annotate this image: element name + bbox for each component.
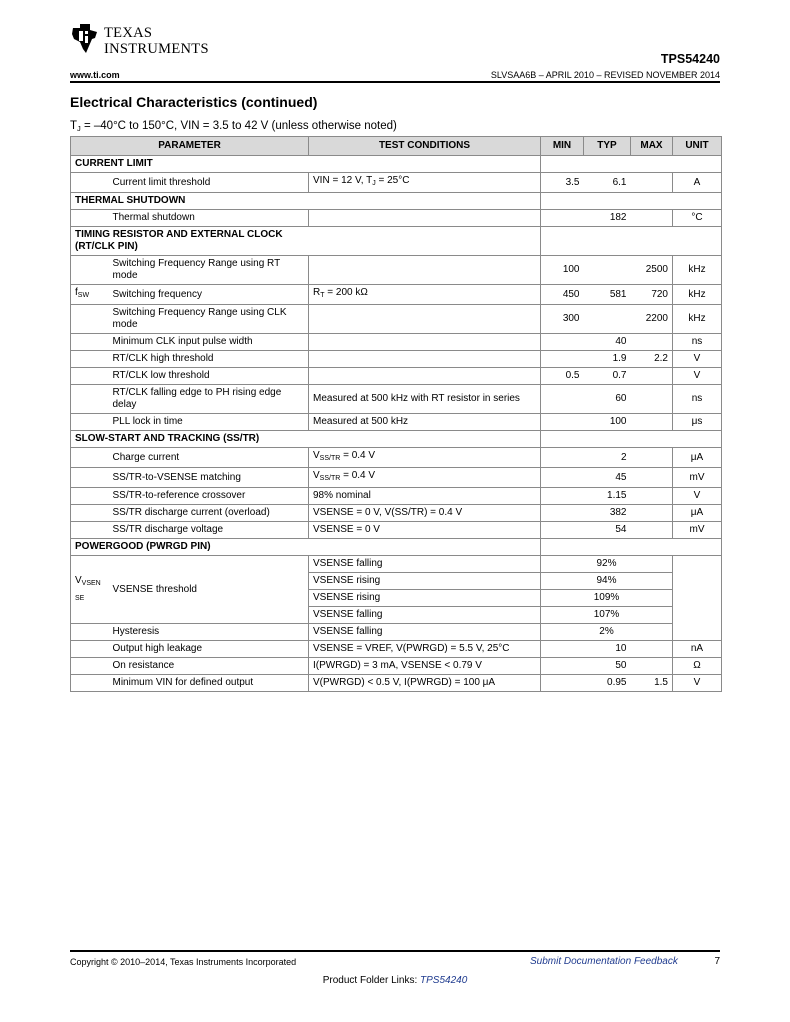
min-cell <box>541 522 584 539</box>
condition-cell: Measured at 500 kHz with RT resistor in series <box>309 385 541 414</box>
section-filler <box>541 227 722 256</box>
min-cell <box>541 675 584 692</box>
document-id: SLVSAA6B – APRIL 2010 – REVISED NOVEMBER 2014 <box>490 70 720 80</box>
typ-cell <box>584 256 631 285</box>
typ-cell: 54 <box>584 522 631 539</box>
typ-cell: 0.95 <box>584 675 631 692</box>
param-cell: Switching frequency <box>109 285 309 305</box>
condition-cell <box>309 334 541 351</box>
min-cell <box>541 658 584 675</box>
table-row <box>71 675 722 692</box>
symbol-sub: SW <box>77 292 90 299</box>
min-cell <box>541 334 584 351</box>
section-soft-start: SLOW-START AND TRACKING (SS/TR) <box>71 431 541 448</box>
footer-divider <box>70 950 720 952</box>
folder-label: Product Folder Links: <box>322 975 420 986</box>
table-row <box>71 385 722 414</box>
param-cell: Minimum VIN for defined output <box>109 675 309 692</box>
cond-sub: J <box>372 180 376 187</box>
header-max: MAX <box>631 137 673 156</box>
table-row <box>71 522 722 539</box>
unit-cell <box>673 556 722 641</box>
unit-cell: ns <box>673 334 722 351</box>
section-row <box>71 431 722 448</box>
param-cell: Hysteresis <box>109 624 309 641</box>
section-powergood: POWERGOOD (PWRGD PIN) <box>71 539 541 556</box>
section-row <box>71 227 722 256</box>
min-cell <box>541 385 584 414</box>
section-thermal: THERMAL SHUTDOWN <box>71 193 541 210</box>
table-row <box>71 173 722 193</box>
logo-text-top: TEXAS <box>104 25 153 41</box>
conditions-note <box>70 120 397 133</box>
product-folder-links <box>0 975 790 986</box>
param-cell: Minimum CLK input pulse width <box>109 334 309 351</box>
section-row <box>71 193 722 210</box>
max-cell <box>631 414 673 431</box>
max-cell <box>631 641 673 658</box>
condition-cell <box>309 256 541 285</box>
param-cell: Output high leakage <box>109 641 309 658</box>
param-cell: VSENSE threshold <box>109 556 309 624</box>
table-row <box>71 641 722 658</box>
unit-cell: kHz <box>673 305 722 334</box>
condition-cell <box>309 285 541 305</box>
max-cell <box>631 448 673 468</box>
table-row <box>71 334 722 351</box>
section-filler <box>541 156 722 173</box>
condition-cell: VSENSE falling <box>309 556 541 573</box>
typ-cell: 92% <box>541 556 673 573</box>
ti-logo <box>70 22 210 58</box>
typ-cell: 50 <box>584 658 631 675</box>
typ-cell: 2% <box>541 624 673 641</box>
cond-sub: T <box>320 292 325 299</box>
unit-cell: °C <box>673 210 722 227</box>
param-cell: Current limit threshold <box>109 173 309 193</box>
unit-cell: nA <box>673 641 722 658</box>
condition-cell <box>309 305 541 334</box>
param-cell: Switching Frequency Range using RT mode <box>109 256 309 285</box>
table-header-row <box>71 137 722 156</box>
min-cell: 450 <box>541 285 584 305</box>
part-number: TPS54240 <box>660 52 720 66</box>
condition-cell: V(PWRGD) < 0.5 V, I(PWRGD) = 100 μA <box>309 675 541 692</box>
condition-cell <box>309 173 541 193</box>
unit-cell: μs <box>673 414 722 431</box>
max-cell <box>631 334 673 351</box>
param-cell: SS/TR discharge voltage <box>109 522 309 539</box>
max-cell <box>631 488 673 505</box>
table-row <box>71 368 722 385</box>
min-cell <box>541 414 584 431</box>
header-unit: UNIT <box>673 137 722 156</box>
typ-cell: 6.1 <box>584 173 631 193</box>
max-cell: 720 <box>631 285 673 305</box>
min-cell: 300 <box>541 305 584 334</box>
section-row <box>71 156 722 173</box>
submit-feedback-link[interactable]: Submit Documentation Feedback <box>530 956 678 967</box>
cond-text: = 0.4 V <box>340 470 376 481</box>
unit-cell: mV <box>673 522 722 539</box>
typ-cell: 382 <box>584 505 631 522</box>
param-cell: Switching Frequency Range using CLK mode <box>109 305 309 334</box>
table-row <box>71 414 722 431</box>
table-row <box>71 448 722 468</box>
product-folder-link[interactable]: TPS54240 <box>420 975 468 986</box>
website-link[interactable]: www.ti.com <box>70 70 120 80</box>
typ-cell: 45 <box>584 468 631 488</box>
max-cell: 1.5 <box>631 675 673 692</box>
header-min: MIN <box>541 137 584 156</box>
unit-cell: mV <box>673 468 722 488</box>
unit-cell: V <box>673 675 722 692</box>
unit-cell: A <box>673 173 722 193</box>
condition-cell: 98% nominal <box>309 488 541 505</box>
condition-cell: I(PWRGD) = 3 mA, VSENSE < 0.79 V <box>309 658 541 675</box>
condition-cell <box>309 210 541 227</box>
cond-text: VIN = 12 V, T <box>313 175 373 186</box>
typ-cell: 60 <box>584 385 631 414</box>
cond-sub: SS/TR <box>319 475 341 482</box>
section-current-limit: CURRENT LIMIT <box>71 156 541 173</box>
table-row <box>71 210 722 227</box>
table-row <box>71 468 722 488</box>
unit-cell: kHz <box>673 256 722 285</box>
logo-text-bottom: INSTRUMENTS <box>104 41 209 57</box>
max-cell <box>631 522 673 539</box>
max-cell <box>631 368 673 385</box>
param-cell: RT/CLK low threshold <box>109 368 309 385</box>
param-cell: RT/CLK falling edge to PH rising edge delay <box>109 385 309 414</box>
section-filler <box>541 193 722 210</box>
cond-sub: SS/TR <box>319 455 341 462</box>
max-cell <box>631 385 673 414</box>
max-cell <box>631 210 673 227</box>
unit-cell: Ω <box>673 658 722 675</box>
section-row <box>71 539 722 556</box>
symbol-text: V <box>75 574 82 586</box>
section-title: Electrical Characteristics (continued) <box>70 94 318 110</box>
section-timing: TIMING RESISTOR AND EXTERNAL CLOCK (RT/CLK PIN) <box>71 227 541 256</box>
min-cell <box>541 488 584 505</box>
cond-text: = 0.4 V <box>340 450 376 461</box>
header-typ: TYP <box>584 137 631 156</box>
min-cell <box>541 210 584 227</box>
unit-cell: kHz <box>673 285 722 305</box>
condition-cell: Measured at 500 kHz <box>309 414 541 431</box>
condition-cell: VSENSE falling <box>309 607 541 624</box>
symbol-cell <box>71 556 109 624</box>
typ-cell: 40 <box>584 334 631 351</box>
max-cell: 2.2 <box>631 351 673 368</box>
copyright: Copyright © 2010–2014, Texas Instruments Incorporated <box>70 957 297 967</box>
table-row <box>71 556 722 573</box>
typ-cell: 100 <box>584 414 631 431</box>
param-cell: Charge current <box>109 448 309 468</box>
table-row <box>71 505 722 522</box>
table-row <box>71 624 722 641</box>
condition-cell: VSENSE falling <box>309 624 541 641</box>
cond-text: = 200 kΩ <box>324 287 368 298</box>
max-cell <box>631 173 673 193</box>
typ-cell: 94% <box>541 573 673 590</box>
unit-cell: μA <box>673 505 722 522</box>
table-row <box>71 351 722 368</box>
typ-cell <box>584 305 631 334</box>
conditions-suffix: = –40°C to 150°C, VIN = 3.5 to 42 V (unless otherwise noted) <box>80 120 397 132</box>
max-cell: 2200 <box>631 305 673 334</box>
min-cell <box>541 448 584 468</box>
max-cell: 2500 <box>631 256 673 285</box>
unit-cell: ns <box>673 385 722 414</box>
typ-cell: 182 <box>584 210 631 227</box>
param-cell: On resistance <box>109 658 309 675</box>
header-parameter: PARAMETER <box>71 137 309 156</box>
min-cell <box>541 351 584 368</box>
symbol-cell <box>71 285 109 305</box>
max-cell <box>631 658 673 675</box>
electrical-characteristics-table <box>70 136 722 692</box>
min-cell <box>541 641 584 658</box>
unit-cell: V <box>673 488 722 505</box>
ti-state-icon <box>70 22 100 54</box>
max-cell <box>631 468 673 488</box>
section-filler <box>541 431 722 448</box>
conditions-sub: J <box>77 124 81 133</box>
cond-text: V <box>313 450 320 461</box>
condition-cell <box>309 368 541 385</box>
symbol-text: f <box>75 287 78 298</box>
header-divider <box>70 81 720 83</box>
section-filler <box>541 539 722 556</box>
cond-text: = 25°C <box>375 175 410 186</box>
typ-cell: 109% <box>541 590 673 607</box>
condition-cell <box>309 448 541 468</box>
typ-cell: 1.15 <box>584 488 631 505</box>
table-row <box>71 488 722 505</box>
condition-cell: VSENSE = VREF, V(PWRGD) = 5.5 V, 25°C <box>309 641 541 658</box>
condition-cell: VSENSE = 0 V, V(SS/TR) = 0.4 V <box>309 505 541 522</box>
condition-cell <box>309 351 541 368</box>
param-cell: SS/TR discharge current (overload) <box>109 505 309 522</box>
typ-cell: 1.9 <box>584 351 631 368</box>
typ-cell: 10 <box>584 641 631 658</box>
min-cell: 0.5 <box>541 368 584 385</box>
min-cell <box>541 468 584 488</box>
typ-cell: 0.7 <box>584 368 631 385</box>
condition-cell: VSENSE rising <box>309 573 541 590</box>
table-row <box>71 305 722 334</box>
max-cell <box>631 505 673 522</box>
param-cell: RT/CLK high threshold <box>109 351 309 368</box>
header-test-conditions: TEST CONDITIONS <box>309 137 541 156</box>
symbol-sub: VSENSE <box>75 579 101 602</box>
conditions-prefix: T <box>70 120 78 132</box>
page-number: 7 <box>714 956 720 967</box>
param-cell: SS/TR-to-VSENSE matching <box>109 468 309 488</box>
condition-cell <box>309 468 541 488</box>
param-cell: PLL lock in time <box>109 414 309 431</box>
min-cell: 3.5 <box>541 173 584 193</box>
param-cell: SS/TR-to-reference crossover <box>109 488 309 505</box>
unit-cell: μA <box>673 448 722 468</box>
unit-cell: V <box>673 351 722 368</box>
param-cell: Thermal shutdown <box>109 210 309 227</box>
typ-cell: 581 <box>584 285 631 305</box>
min-cell <box>541 505 584 522</box>
typ-cell: 2 <box>584 448 631 468</box>
condition-cell: VSENSE = 0 V <box>309 522 541 539</box>
table-row <box>71 285 722 305</box>
condition-cell: VSENSE rising <box>309 590 541 607</box>
table-row <box>71 658 722 675</box>
unit-cell: V <box>673 368 722 385</box>
table-row <box>71 256 722 285</box>
cond-text: R <box>313 287 321 298</box>
min-cell: 100 <box>541 256 584 285</box>
typ-cell: 107% <box>541 607 673 624</box>
cond-text: V <box>313 470 320 481</box>
